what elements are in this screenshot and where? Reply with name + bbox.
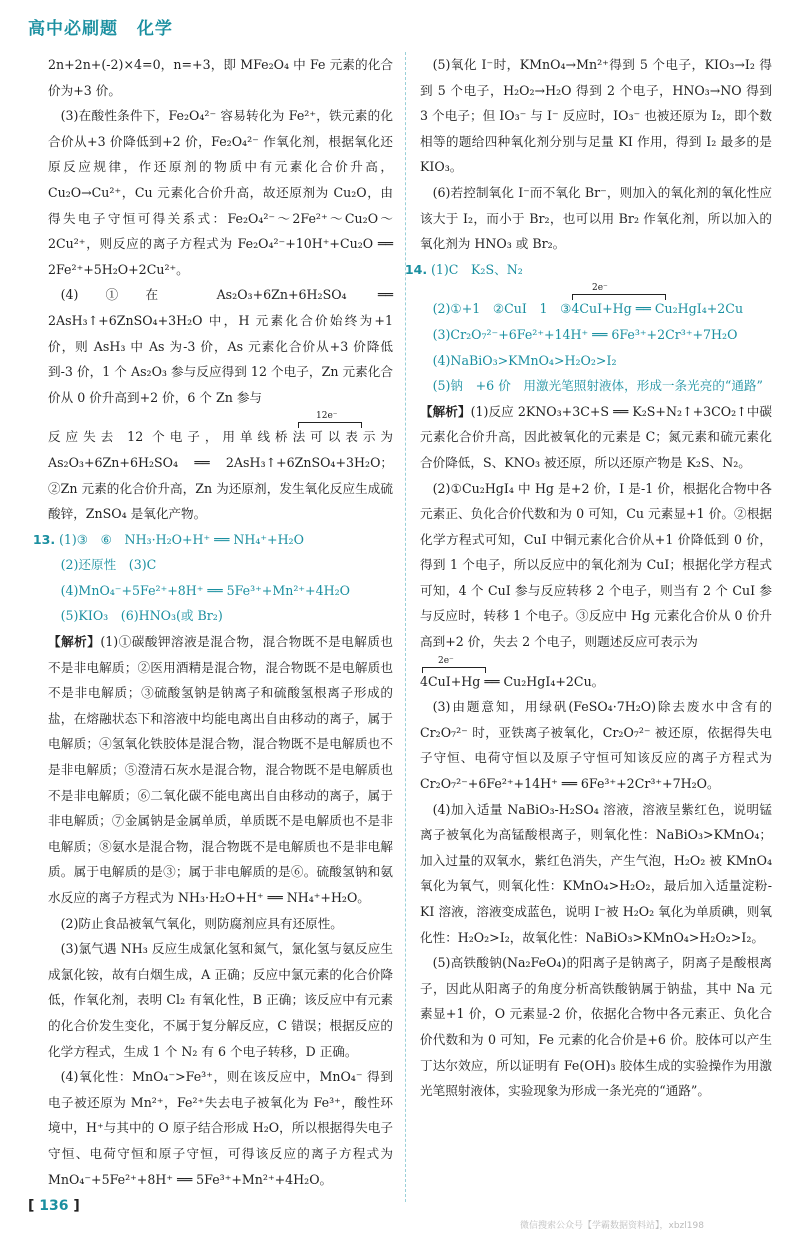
subject-title: 化学 — [136, 19, 173, 39]
question-number: 14. — [404, 261, 428, 277]
analysis-tag: 【解析】 — [420, 403, 471, 419]
paragraph: (5)氧化 I⁻时，KMnO₄→Mn²⁺得到 5 个电子，KIO₃→I₂ 得到 5 个电子，H₂O₂→H₂O 得到 2 个电子，HNO₃→NO 得到 3 个电子；但 IO₃⁻ 与 I⁻ 反应时，IO₃⁻ 也被还原为 I₂，即个数相等的题给四种氧化剂分别与足量 KI 作用，得到 I₂ 最多的是 KIO₃。 — [420, 57, 772, 175]
paragraph: 2n+2n+(-2)×4=0，n=+3，即 MFe₂O₄ 中 Fe 元素的化合价为+3 价。 — [48, 57, 393, 98]
answer-line: (2)还原性 (3)C — [60, 557, 157, 573]
answer-line: 13. (1)③ ⑥ NH₃·H₂O+H⁺ ══ NH₄⁺+H₂O — [32, 531, 304, 547]
paragraph: (5)高铁酸钠(Na₂FeO₄)的阳离子是钠离子，阴离子是酸根离子，因此从阳离子的角度分析高铁酸钠属于钠盐，其中 Na 元素显+1 价，O 元素显-2 价，依据化合物中各元素正、负化合价代数和为 0 可知，Fe 元素的化合价是+6 价。胶体可以产生丁达尔效应，所以证明有 Fe(OH)₃ 胶体生成的实验操作为用激光笔照射液体，实验现象为形成一条光亮的“通路”。 — [420, 955, 772, 1099]
paragraph: (3)氯气遇 NH₃ 反应生成氯化氢和氮气，氯化氢与氨反应生成氯化铵，故有白烟生成，A 正确；反应中氯元素的化合价降低，作氧化剂，表明 Cl₂ 有氧化性，B 正确；该反应中有元素的化合价发生变化，不属于复分解反应，C 错误；根据反应的化学方程式，生成 1 个 N₂ 有 6 个电子转移，D 正确。 — [48, 941, 393, 1059]
answer-line: 14. (1)C K₂S、N₂ — [404, 261, 523, 277]
answer-line: (5)KIO₃ (6)HNO₃(或 Br₂) — [60, 608, 223, 624]
arrow-bar — [572, 294, 666, 300]
paragraph: (6)若控制氧化 I⁻而不氧化 Br⁻，则加入的氧化剂的氧化性应该大于 I₂，而小于 Br₂，也可以用 Br₂ 作氧化剂，所以加入的氧化剂为 HNO₃ 或 Br₂。 — [420, 184, 772, 252]
answer-line: (2)①+1 ②CuI 1 ③4CuI+Hg ══ Cu₂HgI₄+2Cu — [432, 301, 744, 317]
paragraph: (4)加入适量 NaBiO₃-H₂SO₄ 溶液，溶液呈紫红色，说明锰离子被氧化为高锰酸根离子，则氧化性：NaBiO₃>KMnO₄；加入过量的双氧水，紫红色消失，产生气泡，H₂O₂ 被 KMnO₄ 氧化为氧气，则氧化性：KMnO₄>H₂O₂，最后加入适量淀粉-KI 溶液，溶液变成蓝色，说明 I⁻被 H₂O₂ 氧化为单质碘，则氧化性：H₂O₂>I₂，故氧化性：NaBiO₃>KMnO₄>H₂O₂>I₂。 — [420, 801, 772, 945]
analysis-paragraph: 【解析】(1)①碳酸钾溶液是混合物，混合物既不是电解质也不是非电解质；②医用酒精是混合物，混合物既不是电解质也不是非电解质；③硫酸氢钠是钠离子和硫酸氢根离子形成的盐，在熔融状态下和溶液中均能电离出自由移动的离子，属于电解质；④氢氧化铁胶体是混合物，混合物既不是电解质也不是非电解质；⑤澄清石灰水是混合物，混合物既不是电解质也不是非电解质；⑥二氧化碳不能电离出自由移动的离子，属于非电解质；⑦金属钠是金属单质，单质既不是电解质也不是非电解质；⑧氨水是混合物，混合物既不是电解质也不是非电解质。属于电解质的是③；属于非电解质的是⑥。硫酸氢钠和氨水反应的离子方程式为 NH₃·H₂O+H⁺ ══ NH₄⁺+H₂O。 — [48, 634, 394, 905]
arrow-label: 12e⁻ — [316, 411, 338, 422]
answer-line: (4)MnO₄⁻+5Fe²⁺+8H⁺ ══ 5Fe³⁺+Mn²⁺+4H₂O — [60, 582, 350, 598]
answer-line: (3)Cr₂O₇²⁻+6Fe²⁺+14H⁺ ══ 6Fe³⁺+2Cr³⁺+7H₂O — [432, 326, 738, 342]
footer-text: 微信搜索公众号【学霸数据资料站】，xbzl198 — [520, 1221, 704, 1231]
arrow-label: 2e⁻ — [592, 283, 608, 294]
left-column — [32, 52, 394, 1192]
analysis-tag: 【解析】 — [48, 634, 101, 650]
electron-transfer-arrow — [420, 655, 772, 669]
column-divider — [405, 52, 406, 1202]
right-column — [404, 52, 772, 1104]
electron-transfer-arrow — [48, 410, 393, 424]
paragraph: (3)在酸性条件下，Fe₂O₄²⁻ 容易转化为 Fe²⁺，铁元素的化合价从+3 价降低到+2 价，Fe₂O₄²⁻ 作氧化剂，根据氧化还原反应规律，作还原剂的物质中有元素化合价升高，Cu₂O→Cu²⁺，Cu 元素化合价升高，故还原剂为 Cu₂O，由得失电子守恒可得关系式：Fe₂O₄²⁻～2Fe²⁺～Cu₂O～2Cu²⁺，则反应的离子方程式为 Fe₂O₄²⁻+10H⁺+Cu₂O ══ 2Fe²⁺+5H₂O+2Cu²⁺。 — [48, 108, 393, 277]
watermark-footer — [520, 1218, 704, 1231]
paragraph: (2)①Cu₂HgI₄ 中 Hg 是+2 价，I 是-1 价，根据化合物中各元素正、负化合价代数和为 0 可知，Cu 元素显+1 价。②根据化学方程式可知，CuI 中铜元素化合价从+1 价降低到 0 价，得到 1 个电子，所以反应中的氧化剂为 CuI；根据化学方程式可知，4 个 CuI 参与反应转移 2 个电子，则当有 2 个 CuI 参与反应时，转移 1 个电子。③反应中 Hg 元素化合价从 0 价升高到+2 价，失去 2 个电子，则题述反应可表示为 — [420, 480, 772, 650]
paragraph: (2)防止食品被氧气氧化，则防腐剂应具有还原性。 — [60, 915, 343, 931]
paragraph: 反应失去 12 个电子，用单线桥法可以表示为 As₂O₃+6Zn+6H₂SO₄ ══ 2AsH₃↑+6ZnSO₄+3H₂O；②Zn 元素的化合价升高，Zn 为还原剂，发生氧化反应生成硫酸锌，ZnSO₄ 是氧化产物。 — [48, 429, 393, 522]
arrow-label: 2e⁻ — [438, 655, 454, 666]
page-header — [28, 14, 185, 39]
analysis-paragraph: 【解析】(1)反应 2KNO₃+3C+S ══ K₂S+N₂↑+3CO₂↑中碳元素化合价升高，因此被氧化的元素是 C；氮元素和硫元素化合价降低，S、KNO₃ 被还原，所以还原产物是 K₂S、N₂。 — [420, 403, 772, 470]
page-number: [ 136 ] — [28, 1198, 80, 1214]
paragraph: (4)氧化性：MnO₄⁻>Fe³⁺，则在该反应中，MnO₄⁻ 得到电子被还原为 Mn²⁺，Fe²⁺失去电子被氧化为 Fe³⁺，酸性环境中，H⁺与其中的 O 原子结合形成 H₂O，所以根据得失电子守恒、电荷守恒和原子守恒，可得该反应的离子方程式为 MnO₄⁻+5Fe²⁺+8H⁺ ══ 5Fe³⁺+Mn²⁺+4H₂O。 — [48, 1069, 393, 1187]
answer-line: (4)NaBiO₃>KMnO₄>H₂O₂>I₂ — [432, 352, 617, 368]
paragraph: (3)由题意知，用绿矾(FeSO₄·7H₂O)除去废水中含有的 Cr₂O₇²⁻ 时，亚铁离子被氧化，Cr₂O₇²⁻ 被还原，依据得失电子守恒、电荷守恒以及原子守恒可知该反应的离子方程式为 Cr₂O₇²⁻+6Fe²⁺+14H⁺ ══ 6Fe³⁺+2Cr³⁺+7H₂O。 — [420, 699, 772, 792]
electron-transfer-arrow — [420, 282, 772, 296]
answer-line: (5)钠 +6 价 用激光笔照射液体，形成一条光亮的“通路” — [432, 378, 763, 394]
question-number: 13. — [32, 531, 56, 547]
series-title: 高中必刷题 — [28, 19, 118, 39]
paragraph: (4)①在 As₂O₃+6Zn+6H₂SO₄ ══ 2AsH₃↑+6ZnSO₄+3H₂O 中，H 元素化合价始终为+1 价，则 AsH₃ 中 As 为-3 价，As 元素化合价从+3 价降低到-3 价，1 个 As₂O₃ 参与反应得到 12 个电子，Zn 元素化合价从 0 价升高到+2 价，6 个 Zn 参与 — [48, 287, 393, 405]
arrow-bar — [422, 667, 486, 673]
arrow-bar — [298, 422, 362, 428]
paragraph: 4CuI+Hg ══ Cu₂HgI₄+2Cu。 — [420, 673, 605, 689]
